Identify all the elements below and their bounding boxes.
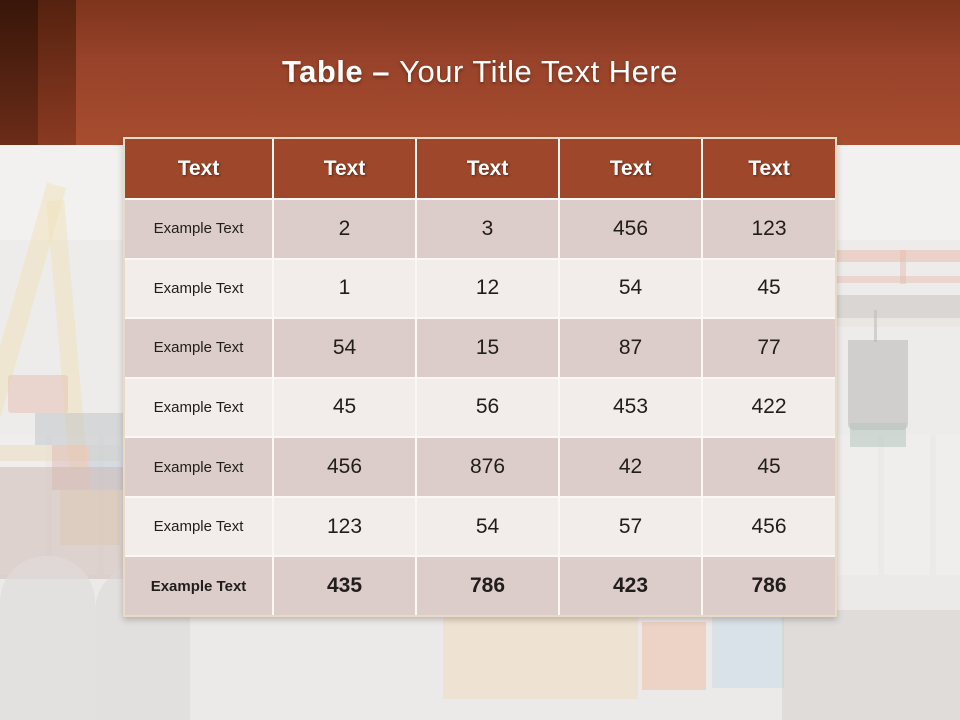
value-cell: 54 <box>274 319 415 377</box>
value-cell: 15 <box>417 319 558 377</box>
header-cell: Text <box>125 139 272 198</box>
row-label-cell: Example Text <box>125 379 272 437</box>
header-cell: Text <box>417 139 558 198</box>
value-cell: 57 <box>560 498 701 556</box>
row-label-cell: Example Text <box>125 319 272 377</box>
value-cell: 12 <box>417 260 558 318</box>
value-cell: 2 <box>274 200 415 258</box>
value-cell: 3 <box>417 200 558 258</box>
row-label-cell: Example Text <box>125 498 272 556</box>
value-cell: 45 <box>703 260 835 318</box>
header-cell: Text <box>560 139 701 198</box>
value-cell: 42 <box>560 438 701 496</box>
row-label-cell: Example Text <box>125 438 272 496</box>
row-label-cell: Example Text <box>125 200 272 258</box>
value-cell: 45 <box>274 379 415 437</box>
value-cell: 456 <box>703 498 835 556</box>
header-cell: Text <box>703 139 835 198</box>
slide-title-separator: – <box>372 54 391 89</box>
value-cell: 422 <box>703 379 835 437</box>
row-label-cell: Example Text <box>125 557 272 615</box>
value-cell: 786 <box>417 557 558 615</box>
value-cell: 786 <box>703 557 835 615</box>
value-cell: 123 <box>703 200 835 258</box>
slide-title-regular: Your Title Text Here <box>399 54 678 89</box>
slide-title-bold: Table <box>282 54 364 89</box>
value-cell: 56 <box>417 379 558 437</box>
header-cell: Text <box>274 139 415 198</box>
value-cell: 435 <box>274 557 415 615</box>
value-cell: 456 <box>274 438 415 496</box>
value-cell: 77 <box>703 319 835 377</box>
value-cell: 423 <box>560 557 701 615</box>
value-cell: 123 <box>274 498 415 556</box>
value-cell: 54 <box>560 260 701 318</box>
value-cell: 54 <box>417 498 558 556</box>
value-cell: 456 <box>560 200 701 258</box>
value-cell: 87 <box>560 319 701 377</box>
value-cell: 1 <box>274 260 415 318</box>
value-cell: 453 <box>560 379 701 437</box>
data-table <box>123 137 837 617</box>
slide-title <box>0 54 960 90</box>
row-label-cell: Example Text <box>125 260 272 318</box>
value-cell: 876 <box>417 438 558 496</box>
value-cell: 45 <box>703 438 835 496</box>
